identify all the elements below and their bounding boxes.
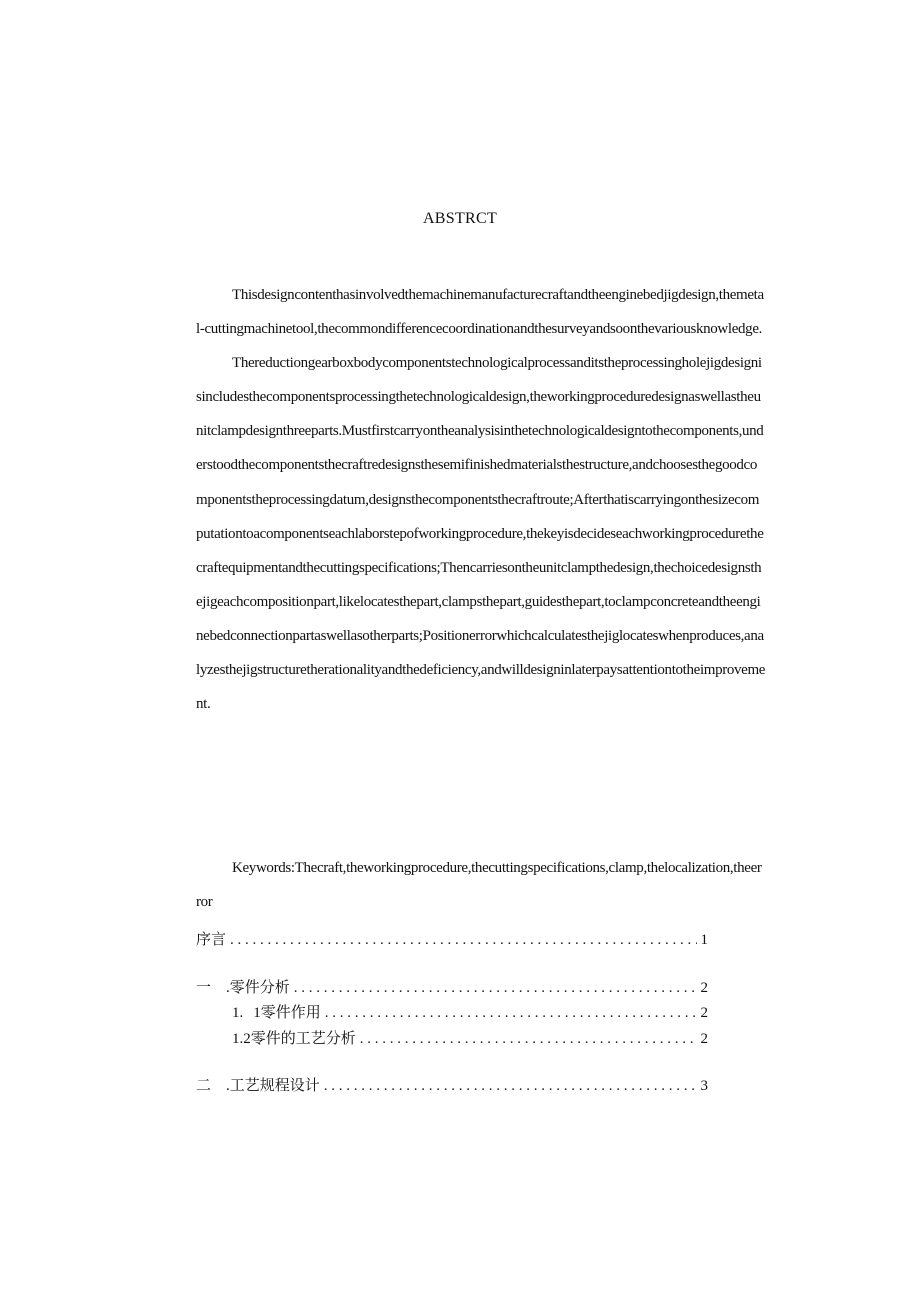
toc-page-number: 1: [700, 932, 708, 948]
toc-page-number: 2: [700, 980, 708, 996]
toc-entry-label: [232, 1001, 321, 1022]
toc-leader-dots: [324, 1078, 697, 1095]
toc-leader-dots: [294, 980, 697, 997]
abstract-paragraph-2: Thereductiongearboxbodycomponentstechnologicalprocessanditstheprocessingholejigdesignisincludesthecomponentsprocessingthetechnologicaldesign,theworkingproceduredesignaswellastheunitclampdesignthreeparts.Mustfirstcarryontheanalysisinthetechnologicaldesigntothecomponents,understoodthecomponentsthecraftredesignsthesemifinishedmaterialsthestructure,andchoosesthegoodcomponentstheprocessingdatum,designsthecomponentsthecraftroute;Afterthatiscarryingonthesizecomputationtoacomponentseachlaborstepofworkingprocedure,thekeyisdecideseachworkingprocedurethecraftequipmentandthecuttingspecifications;Thencarriesontheunitclampthedesign,thechoicedesignsthejigeachcompositionpart,likelocatesthepart,clampsthepart,guidesthepart,toclampconcreteandtheenginebedconnectionpartaswellasotherparts;Positionerrorwhichcalculatesthejiglocateswhenproduces,analyzesthejigstructuretherationalityandthedeficiency,andwilldesigninlaterpaysattentiontotheimprovement.: [196, 355, 766, 713]
toc-entry-label: 一 .零件分析: [196, 980, 290, 996]
toc-leader-dots: [360, 1031, 697, 1048]
toc-page-number: 2: [700, 1031, 708, 1047]
toc-leader-dots: [325, 1005, 697, 1022]
toc-entry-number: 1.: [232, 1005, 244, 1021]
abstract-paragraph-1: Thisdesigncontenthasinvolvedthemachinemanufacturecraftandtheenginebedjigdesign,themetal-cuttingmachinetool,thecommondifferencecoordinationandthesurveyandsoonthevariousknowledge.: [196, 287, 764, 338]
keywords-line: Keywords:Thecraft,theworkingprocedure,thecuttingspecifications,clamp,thelocalization,theerror: [196, 860, 762, 910]
toc-entry-label: 二 .工艺规程设计: [196, 1078, 320, 1094]
toc-entry-preface[interactable]: [196, 928, 708, 949]
toc-entry-part-analysis[interactable]: [196, 976, 708, 997]
toc-entry-label: 序言: [196, 932, 227, 948]
toc-entry-label: 1.2零件的工艺分析: [232, 1031, 356, 1047]
toc-entry-title: 1零件作用: [253, 1005, 321, 1021]
toc-entry-process-design[interactable]: [196, 1074, 708, 1095]
abstract-body: [196, 278, 766, 721]
toc-entry-part-function[interactable]: [196, 1001, 708, 1022]
abstract-title: ABSTRCT: [422, 210, 498, 227]
toc-page-number: 2: [700, 1005, 708, 1021]
toc-leader-dots: [230, 932, 696, 949]
toc-page-number: 3: [700, 1078, 708, 1094]
toc-entry-process-analysis[interactable]: [196, 1027, 708, 1048]
